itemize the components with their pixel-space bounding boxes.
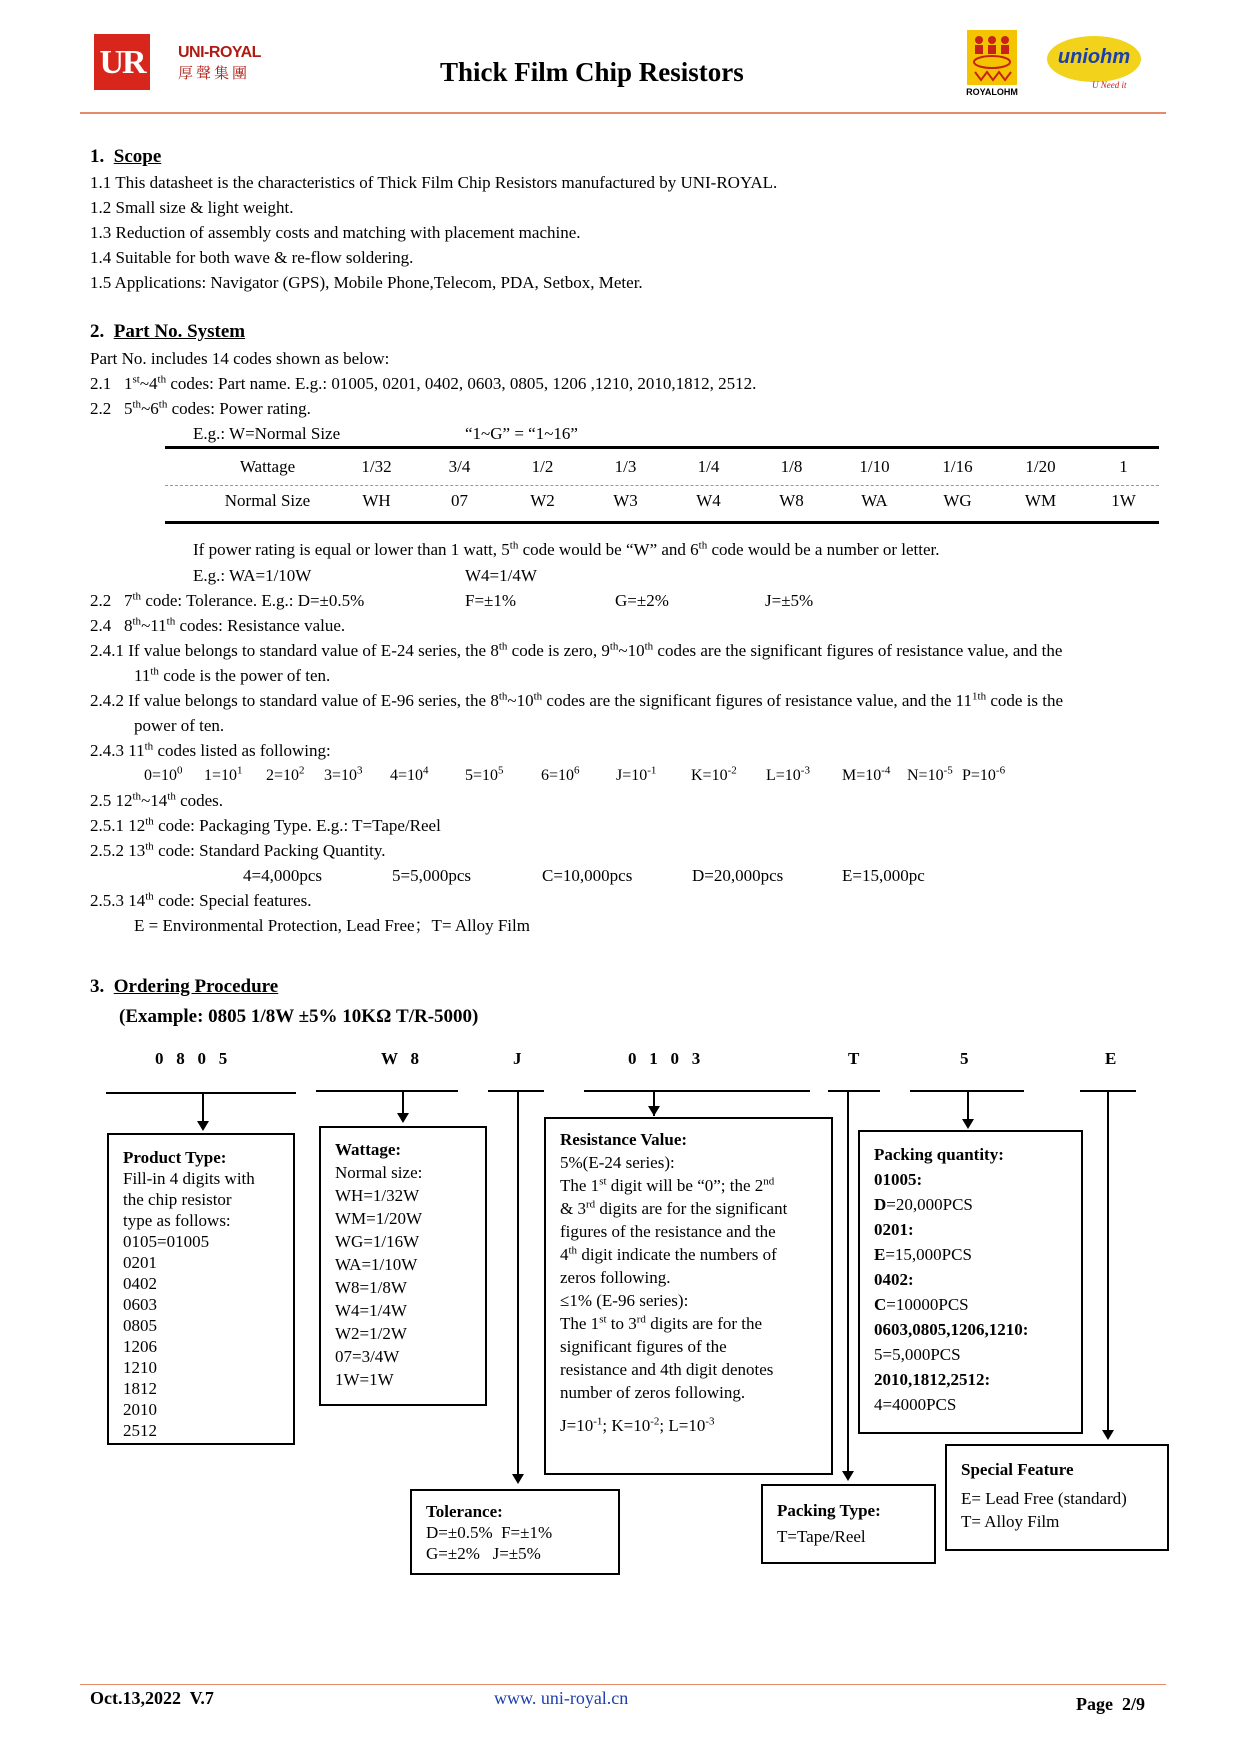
power-code	[842, 766, 890, 786]
partno-2-1-text: codes: Part name. E.g.: 01005, 0201, 0402, 0603, 0805, 1206 ,1210, 2010,1812, 2512.	[170, 374, 757, 393]
power-code-base: 4=10	[390, 767, 424, 784]
power-code	[266, 766, 305, 786]
list-item: WA=1/10W	[335, 1255, 418, 1274]
resistance-line: $J=10^{-1}$; $K=10^{-2}$; $L=10^{-3}$	[560, 1415, 715, 1435]
power-code-base: 1=10	[204, 767, 238, 784]
power-code	[907, 766, 953, 786]
partno-2-5-1-a: 2.5.1 12	[90, 816, 146, 835]
code-wattage: W 8	[381, 1049, 419, 1068]
tolerance-line-1: D=±0.5% F=±1%	[426, 1523, 553, 1542]
resistance-title: Resistance Value:	[560, 1130, 688, 1149]
table-row	[200, 484, 1165, 518]
packing-qty-key: 0603,0805,1206,1210:	[874, 1320, 1029, 1339]
conn-packing-qty	[967, 1091, 969, 1119]
qty-item: C=10,000pcs	[542, 866, 633, 885]
table-cell: 1/3	[614, 457, 637, 476]
resistance-text: ; K=10	[602, 1416, 651, 1435]
code-packing-qty: 5	[960, 1049, 969, 1068]
table-cell: W8	[779, 491, 804, 510]
power-note-b: code would be “W” and 6	[522, 540, 699, 559]
code-resistance: 0 1 0 3	[628, 1049, 701, 1068]
partno-2-5-3-a: 2.5.3 14	[90, 891, 146, 910]
bar-product	[106, 1092, 296, 1094]
power-code	[144, 766, 183, 786]
footer-url[interactable]: www. uni-royal.cn	[494, 1688, 629, 1708]
arrow-down-icon	[1102, 1430, 1114, 1440]
resistance-text: digits are for the significant	[595, 1199, 788, 1218]
list-item: the chip resistor	[123, 1190, 232, 1209]
table-cell: Normal Size	[224, 491, 311, 510]
scope-item-2: 1.2 Small size & light weight.	[90, 198, 294, 217]
list-item	[874, 1342, 1067, 1367]
partno-2-4-1-d: code is the power of ten.	[163, 666, 331, 685]
list-item: 0402	[123, 1274, 157, 1293]
partno-heading-num: 2.	[90, 321, 105, 342]
special-feature-title: Special Feature	[961, 1460, 1074, 1479]
resistance-text: to 3	[606, 1314, 637, 1333]
power-code-base: L=10	[766, 767, 801, 784]
list-item: 2010	[123, 1400, 157, 1419]
ordering-heading-text: Ordering Procedure	[113, 976, 279, 997]
table-cell: WM	[1024, 491, 1057, 510]
partno-2-5: 2.5 12th~14th codes.	[90, 790, 224, 810]
partno-2-4-2-cont: power of ten.	[134, 716, 225, 735]
tolerance-title: Tolerance:	[426, 1502, 503, 1521]
partno-intro: Part No. includes 14 codes shown as below:	[90, 349, 390, 368]
conn-packing-type	[847, 1091, 849, 1471]
list-item: W2=1/2W	[335, 1324, 407, 1343]
tolerance-line: 2.2 7th code: Tolerance. E.g.: D=±0.5%	[90, 590, 365, 610]
qty-item: D=20,000pcs	[692, 866, 784, 885]
power-code-base: 0=10	[144, 767, 178, 784]
power-code	[324, 766, 363, 786]
table-cell: WA	[861, 491, 888, 510]
table-cell: WH	[362, 491, 391, 510]
bar-resistance	[584, 1090, 810, 1092]
power-note: If power rating is equal or lower than 1 watt, 5th code would be “W” and 6th code would be a number or letter.	[193, 539, 940, 559]
power-code	[616, 766, 656, 786]
list-item: W4=1/4W	[335, 1301, 407, 1320]
scope-item-1: 1.1 This datasheet is the characteristics of Thick Film Chip Resistors manufactured by UNI-ROYAL.	[90, 173, 778, 192]
packing-qty-key: 0201:	[874, 1220, 914, 1239]
scope-item-4: 1.4 Suitable for both wave & re-flow soldering.	[90, 248, 414, 267]
resistance-text: 4	[560, 1245, 569, 1264]
power-code-exp: -5	[943, 764, 953, 777]
table-cell: W2	[530, 491, 555, 510]
list-item: WH=1/32W	[335, 1186, 420, 1205]
table-cell: 1/8	[780, 457, 803, 476]
ordering-heading	[90, 977, 278, 997]
resistance-text: The 1	[560, 1176, 600, 1195]
packing-qty-value: =10000PCS	[886, 1295, 969, 1314]
resistance-text: ; L=10	[659, 1416, 706, 1435]
partno-2-4-2-c: code is the	[990, 691, 1064, 710]
product-type-box	[107, 1133, 295, 1445]
partno-2-5-2: 2.5.2 13th code: Standard Packing Quantity.	[90, 840, 386, 860]
power-code-exp: -1	[647, 764, 657, 777]
wattage-box	[319, 1126, 487, 1406]
power-code-exp: -6	[995, 764, 1006, 777]
power-code-base: 2=10	[266, 767, 300, 784]
header-rule	[80, 112, 1166, 114]
packing-qty-value: =15,000PCS	[885, 1245, 972, 1264]
power-code	[541, 766, 580, 786]
ordering-heading-num: 3.	[90, 976, 105, 997]
wattage-title: Wattage:	[335, 1140, 402, 1159]
resistance-text: J=10	[560, 1416, 594, 1435]
power-code-exp: -2	[727, 764, 737, 777]
special-feature-line-1: E= Lead Free (standard)	[961, 1489, 1127, 1508]
partno-2-5-2-b: code: Standard Packing Quantity.	[158, 841, 386, 860]
partno-2-1-num: 2.1	[90, 374, 112, 393]
conn-product	[202, 1093, 204, 1121]
power-code	[390, 766, 429, 786]
conn-wattage	[402, 1091, 404, 1113]
tolerance-f: F=±1%	[465, 591, 517, 610]
list-item	[874, 1192, 1067, 1217]
list-item: Normal size:	[335, 1163, 423, 1182]
wattage-table	[200, 450, 1165, 518]
power-note-a: If power rating is equal or lower than 1 watt, 5	[193, 540, 510, 559]
resistance-line: significant figures of the	[560, 1337, 727, 1356]
tolerance-text: code: Tolerance. E.g.: D=±0.5%	[145, 591, 365, 610]
table-row	[200, 450, 1165, 484]
power-code-exp: 1	[237, 764, 243, 777]
list-item	[874, 1167, 1067, 1192]
partno-2-4-1-b: code is zero, 9	[511, 641, 610, 660]
partno-2-4-num: 2.4	[90, 616, 112, 635]
resistance-line: The 1st to 3rd digits are for the	[560, 1313, 763, 1333]
list-item	[874, 1317, 1067, 1342]
power-code-base: 5=10	[465, 767, 499, 784]
resistance-line: The 1st digit will be “0”; the 2nd	[560, 1175, 775, 1195]
resistance-line: resistance and 4th digit denotes	[560, 1360, 774, 1379]
ordering-example: (Example: 0805 1/8W ±5% 10KΩ T/R-5000)	[119, 1006, 479, 1027]
royalohm-icon	[967, 30, 1017, 85]
special-feature-box	[945, 1444, 1169, 1551]
bar-wattage	[316, 1090, 458, 1092]
table-cell: 07	[451, 491, 468, 510]
list-item: 07=3/4W	[335, 1347, 400, 1366]
resistance-line: & 3rd digits are for the significant	[560, 1198, 788, 1218]
power-code	[766, 766, 810, 786]
arrow-down-icon	[397, 1113, 409, 1123]
partno-2-4-2-a: 2.4.2 If value belongs to standard value of E-96 series, the 8	[90, 691, 499, 710]
list-item	[874, 1242, 1067, 1267]
eg-w4: W4=1/4W	[465, 566, 537, 585]
partno-2-5-a: 2.5 12	[90, 791, 133, 810]
resistance-text: & 3	[560, 1199, 586, 1218]
power-code-base: N=10	[907, 767, 944, 784]
qty-item: 5=5,000pcs	[392, 866, 471, 885]
brand-chinese: 厚聲集團	[178, 64, 251, 82]
packing-type-title: Packing Type:	[777, 1501, 881, 1520]
partno-2-5-b: codes.	[180, 791, 224, 810]
partno-2-4-3-b: codes listed as following:	[157, 741, 331, 760]
table-cell: WG	[943, 491, 972, 510]
power-code-base: 6=10	[541, 767, 575, 784]
conn-special	[1107, 1091, 1109, 1430]
special-feature-line-2: T= Alloy Film	[961, 1512, 1060, 1531]
arrow-down-icon	[197, 1121, 209, 1131]
table-cell: Wattage	[239, 457, 296, 476]
table-cell: 1/16	[942, 457, 973, 476]
resistance-line: zeros following.	[560, 1268, 671, 1287]
table-cell: W4	[696, 491, 721, 510]
bar-packing-type	[828, 1090, 880, 1092]
table-bottom-rule	[165, 521, 1159, 524]
list-item: W8=1/8W	[335, 1278, 407, 1297]
packing-qty-key: 01005:	[874, 1170, 923, 1189]
document-title: Thick Film Chip Resistors	[440, 57, 744, 87]
partno-2-4-2: 2.4.2 If value belongs to standard value of E-96 series, the 8th~10th codes are the significant figures of resistance value, and the $11^{1th}$ code is the	[90, 690, 1064, 710]
partno-heading-text: Part No. System	[113, 321, 246, 342]
packing-qty-box	[858, 1130, 1083, 1434]
power-code-exp: 6	[574, 764, 580, 777]
partno-2-4-3-a: 2.4.3 11	[90, 741, 145, 760]
packing-qty-key: D	[874, 1195, 887, 1214]
packing-qty-title: Packing quantity:	[874, 1145, 1004, 1164]
resistance-text: digit indicate the numbers of	[577, 1245, 777, 1264]
resistance-text: The 1	[560, 1314, 600, 1333]
table-cell: 1/32	[361, 457, 392, 476]
power-code-exp: 0	[177, 764, 183, 777]
resistance-line: figures of the resistance and the	[560, 1222, 776, 1241]
resistance-text: digits are for the	[645, 1314, 763, 1333]
list-item	[874, 1267, 1067, 1292]
list-item: 1210	[123, 1358, 157, 1377]
list-item: WM=1/20W	[335, 1209, 423, 1228]
partno-2-5-3: 2.5.3 14th code: Special features.	[90, 890, 312, 910]
code-packing-type: T	[848, 1049, 860, 1068]
list-item: 1206	[123, 1337, 157, 1356]
qty-item: 4=4,000pcs	[243, 866, 322, 885]
product-type-title: Product Type:	[123, 1148, 227, 1167]
power-code-exp: -4	[881, 764, 891, 777]
royalohm-logo	[964, 30, 1020, 100]
table-cell: 3/4	[448, 457, 471, 476]
list-item: 1W=1W	[335, 1370, 394, 1389]
partno-2-2: 2.2 5th~6th codes: Power rating.	[90, 398, 311, 418]
partno-2-1: 2.1 1st~4th codes: Part name. E.g.: 01005, 0201, 0402, 0603, 0805, 1206 ,1210, 2010,1812, 2512.	[90, 373, 757, 393]
partno-2-2-text: codes: Power rating.	[171, 399, 311, 418]
partno-2-5-1-b: code: Packaging Type. E.g.: T=Tape/Reel	[158, 816, 441, 835]
arrow-down-icon	[842, 1471, 854, 1481]
list-item: 0201	[123, 1253, 157, 1272]
arrow-down-icon	[512, 1474, 524, 1484]
list-item: WG=1/16W	[335, 1232, 420, 1251]
partno-2-4-1: 2.4.1 If value belongs to standard value of E-24 series, the 8th code is zero, 9th~10th codes are the significant figures of resistance value, and the	[90, 640, 1063, 660]
list-item: type as follows:	[123, 1211, 231, 1230]
partno-2-4: 2.4 8th~11th codes: Resistance value.	[90, 615, 346, 635]
partno-2-4-2-b: codes are the significant figures of resistance value, and the 11	[546, 691, 973, 710]
resistance-line: number of zeros following.	[560, 1383, 746, 1402]
tolerance-j: J=±5%	[765, 591, 814, 610]
packing-qty-value: =20,000PCS	[886, 1195, 973, 1214]
arrow-down-icon	[648, 1106, 660, 1116]
power-code-base: K=10	[691, 767, 728, 784]
list-item: 0105=01005	[123, 1232, 210, 1251]
table-cell: 1W	[1111, 491, 1136, 510]
power-code-exp: 2	[299, 764, 305, 777]
power-code	[691, 766, 737, 786]
footer-rule	[80, 1684, 1166, 1685]
qty-item: E=15,000pc	[842, 866, 925, 885]
packing-qty-key: E	[874, 1245, 886, 1264]
partno-heading	[90, 322, 245, 342]
power-code-base: P=10	[962, 767, 996, 784]
resistance-text: digit will be “0”; the 2	[606, 1176, 764, 1195]
partno-2-5-3-b: code: Special features.	[158, 891, 312, 910]
tolerance-line-2: G=±2% J=±5%	[426, 1544, 541, 1563]
code-product: 0 8 0 5	[155, 1049, 228, 1068]
list-item: 0805	[123, 1316, 157, 1335]
bar-tolerance	[488, 1090, 544, 1092]
packing-type-box	[761, 1484, 936, 1564]
table-top-rule	[165, 446, 1159, 449]
packing-qty-key: 2010,1812,2512:	[874, 1370, 991, 1389]
tolerance-num: 2.2	[90, 591, 112, 610]
list-item	[874, 1292, 1067, 1317]
power-code-exp: 3	[357, 764, 363, 777]
list-item	[874, 1392, 1067, 1417]
partno-2-4-1-a: 2.4.1 If value belongs to standard value of E-24 series, the 8	[90, 641, 499, 660]
eg-wa: E.g.: WA=1/10W	[193, 566, 312, 585]
tolerance-box	[410, 1489, 620, 1575]
table-cell: 1/4	[697, 457, 720, 476]
list-item	[874, 1367, 1067, 1392]
partno-2-2-num: 2.2	[90, 399, 112, 418]
code-tolerance: J	[513, 1049, 522, 1068]
partno-2-5-2-a: 2.5.2 13	[90, 841, 146, 860]
partno-2-4-text: codes: Resistance value.	[179, 616, 346, 635]
brand-name: UNI-ROYAL	[178, 44, 261, 61]
table-cell: 1/10	[859, 457, 890, 476]
power-note-c: code would be a number or letter.	[711, 540, 940, 559]
scope-heading-num: 1.	[90, 146, 105, 167]
packing-type-line: T=Tape/Reel	[777, 1527, 866, 1546]
scope-heading-text: Scope	[113, 146, 162, 167]
ur-logo-text: UR	[99, 44, 145, 81]
code-special: E	[1105, 1049, 1117, 1068]
partno-2-5-1: 2.5.1 12th code: Packaging Type. E.g.: T=Tape/Reel	[90, 815, 441, 835]
list-item	[874, 1217, 1067, 1242]
footer-page: Page 2/9	[1076, 1694, 1145, 1714]
partno-2-4-3: 2.4.3 11th codes listed as following:	[90, 740, 331, 760]
ur-logo	[94, 34, 150, 90]
tolerance-g: G=±2%	[615, 591, 669, 610]
uniohm-label: uniohm	[1057, 46, 1131, 68]
power-code-exp: 4	[423, 764, 429, 777]
power-code-base: J=10	[616, 767, 648, 784]
uniohm-tagline: U Need it	[1092, 80, 1127, 90]
power-code	[465, 766, 504, 786]
packing-qty-value: 5=5,000PCS	[874, 1345, 961, 1364]
scope-item-3: 1.3 Reduction of assembly costs and matching with placement machine.	[90, 223, 581, 242]
resistance-box	[544, 1117, 833, 1475]
power-code-exp: -3	[800, 764, 810, 777]
power-code-exp: 5	[498, 764, 504, 777]
table-cell: 1/20	[1025, 457, 1056, 476]
partno-2-4-1-c: codes are the significant figures of resistance value, and the	[657, 641, 1063, 660]
eg-letter-map: “1~G” = “1~16”	[465, 424, 578, 443]
eg-normal-size: E.g.: W=Normal Size	[193, 424, 341, 443]
table-cell: W3	[613, 491, 638, 510]
partno-2-4-1-cont: 11th code is the power of ten.	[134, 665, 331, 685]
table-cell: 1	[1119, 457, 1128, 476]
table-cell: 1/2	[531, 457, 554, 476]
resistance-line: 5%(E-24 series):	[560, 1153, 675, 1172]
footer-date: Oct.13,2022 V.7	[90, 1688, 214, 1708]
list-item: Fill-in 4 digits with	[123, 1169, 255, 1188]
resistance-line: ≤1% (E-96 series):	[560, 1291, 689, 1310]
royalohm-label: ROYALOHM	[966, 87, 1018, 97]
uniohm-logo	[1047, 36, 1141, 82]
power-code-base: 3=10	[324, 767, 358, 784]
arrow-down-icon	[962, 1119, 974, 1129]
special-features-line: E = Environmental Protection, Lead Free；T= Alloy Film	[134, 916, 530, 935]
list-item: 0603	[123, 1295, 157, 1314]
power-code	[204, 766, 243, 786]
power-code	[962, 766, 1005, 786]
list-item: 1812	[123, 1379, 157, 1398]
packing-qty-key: C	[874, 1295, 887, 1314]
list-item: 2512	[123, 1421, 157, 1440]
packing-qty-value: 4=4000PCS	[874, 1395, 957, 1414]
scope-item-5: 1.5 Applications: Navigator (GPS), Mobile Phone,Telecom, PDA, Setbox, Meter.	[90, 273, 643, 292]
packing-qty-key: 0402:	[874, 1270, 914, 1289]
power-code-base: M=10	[842, 767, 882, 784]
resistance-line: 4th digit indicate the numbers of	[560, 1244, 777, 1264]
scope-heading	[90, 147, 161, 167]
conn-tolerance	[517, 1091, 519, 1474]
